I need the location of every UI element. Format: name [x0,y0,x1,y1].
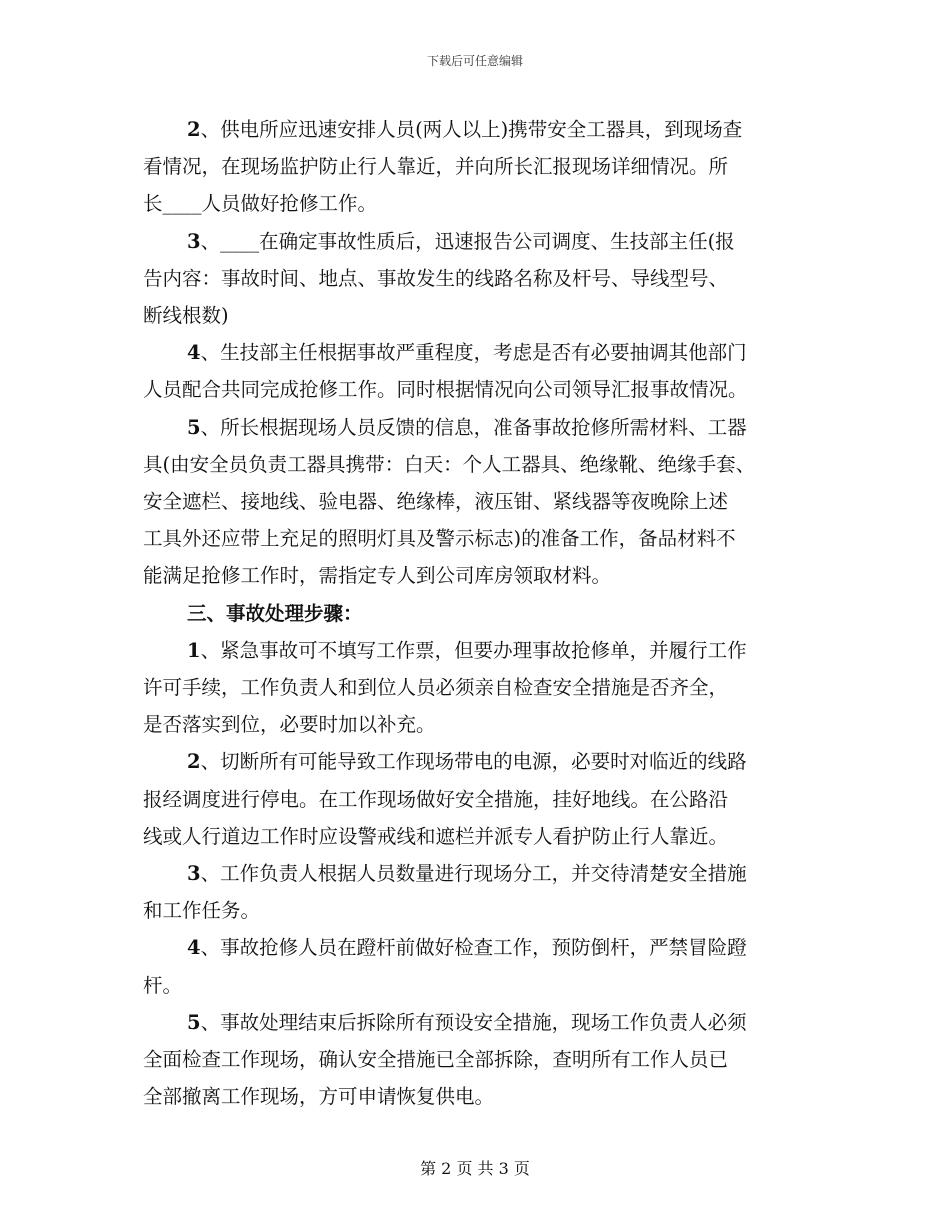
paragraph-2-power-station-dispatch [143,111,823,223]
text-line: 告内容：事故时间、地点、事故发生的线路名称及杆号、导线型号、 [143,266,729,290]
list-number: 5 [187,415,201,439]
text-line: 全面检查工作现场，确认安全措施已全部拆除，查明所有工作人员已 [143,1048,729,1072]
paragraph-step-2 [143,743,823,855]
list-number: 2 [187,118,201,141]
text-line: 许可手续，工作负责人和到位人员必须亲自检查安全措施是否齐全， [143,676,729,700]
text-line: 能满足抢修工作时，需指定专人到公司库房领取材料。 [143,564,612,588]
text-line: 线或人行道边工作时应设警戒线和遮栏并派专人看护防止行人靠近。 [143,824,729,848]
text-line: 和工作任务。 [143,899,261,923]
text-line: 断线根数) [143,304,229,328]
list-number: 4 [187,341,201,365]
paragraph-step-3 [143,855,823,929]
list-number: 2 [187,750,201,774]
text-line: 4、事故抢修人员在蹬杆前做好检查工作，预防倒杆，严禁冒险蹬 [187,936,747,960]
text-line: 1、紧急事故可不填写工作票，但要办理事故抢修单，并履行工作 [187,638,747,662]
text-line: 5、所长根据现场人员反馈的信息，准备事故抢修所需材料、工器 [187,415,747,439]
text-line: 3、工作负责人根据人员数量进行现场分工，并交待清楚安全措施 [187,862,747,886]
text-line: 报经调度进行停电。在工作现场做好安全措施，挂好地线。在公路沿 [143,787,729,811]
section-heading: 三、事故处理步骤： [187,601,363,625]
paragraph-3-report-to-dispatch [143,223,823,335]
text-line: 4、生技部主任根据事故严重程度，考虑是否有必要抽调其他部门 [187,341,747,365]
page-number-footer: 第 2 页 共 3 页 [420,1159,530,1178]
text-line: 具(由安全员负责工器具携带：白天：个人工器具、绝缘靴、绝缘手套、 [143,452,756,476]
text-line: 全部撤离工作现场，方可申请恢复供电。 [143,1085,495,1109]
list-number: 1 [187,638,201,662]
text-line: 2、切断所有可能导致工作现场带电的电源，必要时对临近的线路 [187,750,747,774]
paragraph-4-tech-director [143,334,823,408]
document-body [143,111,823,1115]
text-line: 是否落实到位，必要时加以补充。 [143,713,436,737]
paragraph-step-4 [143,929,823,1003]
paragraph-step-1 [143,632,823,744]
paragraph-5-materials-preparation [143,409,823,595]
text-line: 工具外还应带上充足的照明灯具及警示标志)的准备工作，备品材料不 [143,527,736,551]
list-number: 3 [187,229,201,253]
list-number: 5 [187,1010,201,1034]
text-line: 长____人员做好抢修工作。 [143,192,378,216]
text-line: 5、事故处理结束后拆除所有预设安全措施，现场工作负责人必须 [187,1010,747,1034]
page-header: 下载后可任意编辑 [426,54,523,68]
text-line: 安全遮栏、接地线、验电器、绝缘棒，液压钳、紧线器等夜晚除上述 [143,490,729,514]
text-line: 杆。 [143,973,183,997]
list-number: 3 [187,862,201,886]
list-number: 4 [187,936,201,960]
text-line: 2、供电所应迅速安排人员(两人以上)携带安全工器具，到现场查 [187,118,743,141]
paragraph-step-5 [143,1004,823,1116]
text-line: 3、____在确定事故性质后，迅速报告公司调度、生技部主任(报 [187,229,735,253]
text-line: 人员配合共同完成抢修工作。同时根据情况向公司领导汇报事故情况。 [143,378,748,402]
text-line: 看情况，在现场监护防止行人靠近，并向所长汇报现场详细情况。所 [143,155,729,179]
